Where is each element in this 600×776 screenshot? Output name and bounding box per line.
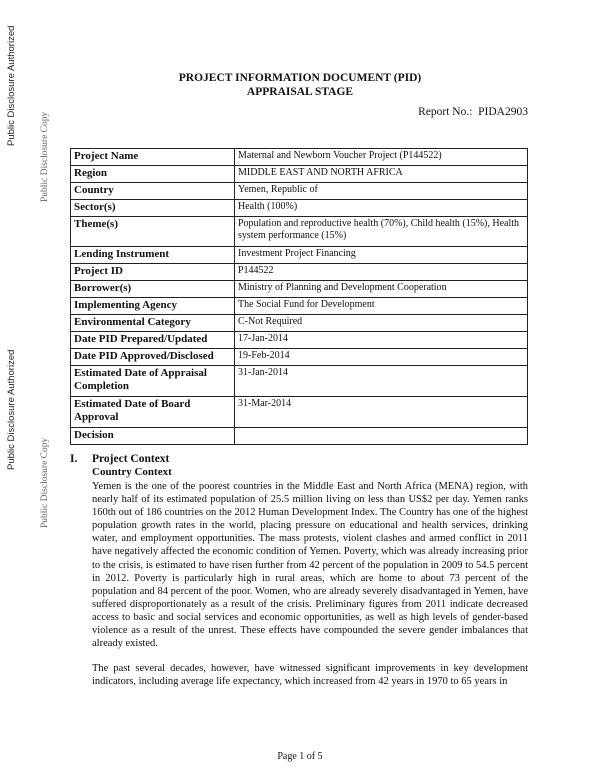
disclosure-authorized-label-top: Public Disclosure Authorized <box>6 25 17 146</box>
page-number: Page 1 of 5 <box>277 751 323 762</box>
disclosure-authorized-label-bottom: Public Disclosure Authorized <box>6 349 17 470</box>
table-row <box>71 298 528 315</box>
row-label: Estimated Date of Board Approval <box>71 397 235 428</box>
table-row <box>71 166 528 183</box>
row-value: Yemen, Republic of <box>235 183 528 200</box>
row-label: Date PID Approved/Disclosed <box>71 349 235 366</box>
subsection-heading: Country Context <box>92 466 172 478</box>
document-stage: APPRAISAL STAGE <box>246 86 354 98</box>
row-label: Estimated Date of Appraisal Completion <box>71 366 235 397</box>
project-info-table <box>70 148 528 445</box>
section-heading <box>70 453 169 465</box>
row-label: Decision <box>71 428 235 445</box>
disclosure-copy-label-bottom: Public Disclosure Copy <box>40 437 50 528</box>
row-value: Investment Project Financing <box>235 247 528 264</box>
row-label: Lending Instrument <box>71 247 235 264</box>
table-row <box>71 200 528 217</box>
row-value: MIDDLE EAST AND NORTH AFRICA <box>235 166 528 183</box>
row-value: Ministry of Planning and Development Cooperation <box>235 281 528 298</box>
table-row <box>71 366 528 397</box>
report-number-value: PIDA2903 <box>478 106 528 118</box>
row-label: Sector(s) <box>71 200 235 217</box>
table-row <box>71 217 528 247</box>
table-row <box>71 281 528 298</box>
table-row <box>71 332 528 349</box>
row-value: Maternal and Newborn Voucher Project (P144522) <box>235 149 528 166</box>
table-row <box>71 349 528 366</box>
row-value <box>235 428 528 445</box>
table-row <box>71 247 528 264</box>
row-value: C-Not Required <box>235 315 528 332</box>
row-label: Project Name <box>71 149 235 166</box>
country-context-paragraph: Yemen is the one of the poorest countries in the Middle East and North Africa (MENA) region, with nearly half of its estimated population of 25.5 million living on less than US$2 per day. Yemen ranks 160th out of 186 countries on the 2012 Human Development Index. The Country has one of the highest population growth rates in the world, placing pressure on educational and health services, drinking water, and employment opportunities. The mass protests, violent clashes and armed conflict in 2011 have negatively affected the economic condition of Yemen. Poverty, which was already increasing prior to the crisis, is estimated to have risen further from 42 percent of the population in 2009 to 54.5 percent in 2012. Poverty is particularly high in rural areas, which are home to about 73 percent of the population and 84 percent of the poor. Women, who are already severely disadvantaged in Yemen, have suffered disproportionately as a result of the crisis. Preliminary figures from 2011 indicate decreased access to basic and social services and economic opportunities, as well as high levels of gender-based violence as a result of the unrest. These effects have compounded the severe gender imbalances that already existed. <box>92 481 528 650</box>
row-label: Implementing Agency <box>71 298 235 315</box>
row-label: Project ID <box>71 264 235 281</box>
table-row <box>71 315 528 332</box>
country-context-paragraph-2: The past several decades, however, have witnessed significant improvements in key development indicators, including average life expectancy, which increased from 42 years in 1970 to 65 years in <box>92 663 528 688</box>
table-row <box>71 149 528 166</box>
section-number: I. <box>70 453 78 465</box>
table-row <box>71 183 528 200</box>
row-value: 31-Mar-2014 <box>235 397 528 428</box>
row-value: The Social Fund for Development <box>235 298 528 315</box>
row-value: P144522 <box>235 264 528 281</box>
row-label: Borrower(s) <box>71 281 235 298</box>
row-label: Country <box>71 183 235 200</box>
row-value: 31-Jan-2014 <box>235 366 528 397</box>
row-label: Date PID Prepared/Updated <box>71 332 235 349</box>
disclosure-copy-label-top: Public Disclosure Copy <box>40 111 50 202</box>
report-number <box>418 106 528 118</box>
table-row <box>71 397 528 428</box>
row-value: 19-Feb-2014 <box>235 349 528 366</box>
section-title: Project Context <box>92 453 170 465</box>
row-value: Health (100%) <box>235 200 528 217</box>
document-title: PROJECT INFORMATION DOCUMENT (PID) <box>178 72 422 84</box>
row-value: Population and reproductive health (70%), Child health (15%), Health system performance (15%) <box>235 217 528 247</box>
table-row <box>71 264 528 281</box>
table-row <box>71 428 528 445</box>
row-value: 17-Jan-2014 <box>235 332 528 349</box>
row-label: Environmental Category <box>71 315 235 332</box>
row-label: Theme(s) <box>71 217 235 247</box>
row-label: Region <box>71 166 235 183</box>
report-number-label: Report No.: <box>418 106 473 118</box>
